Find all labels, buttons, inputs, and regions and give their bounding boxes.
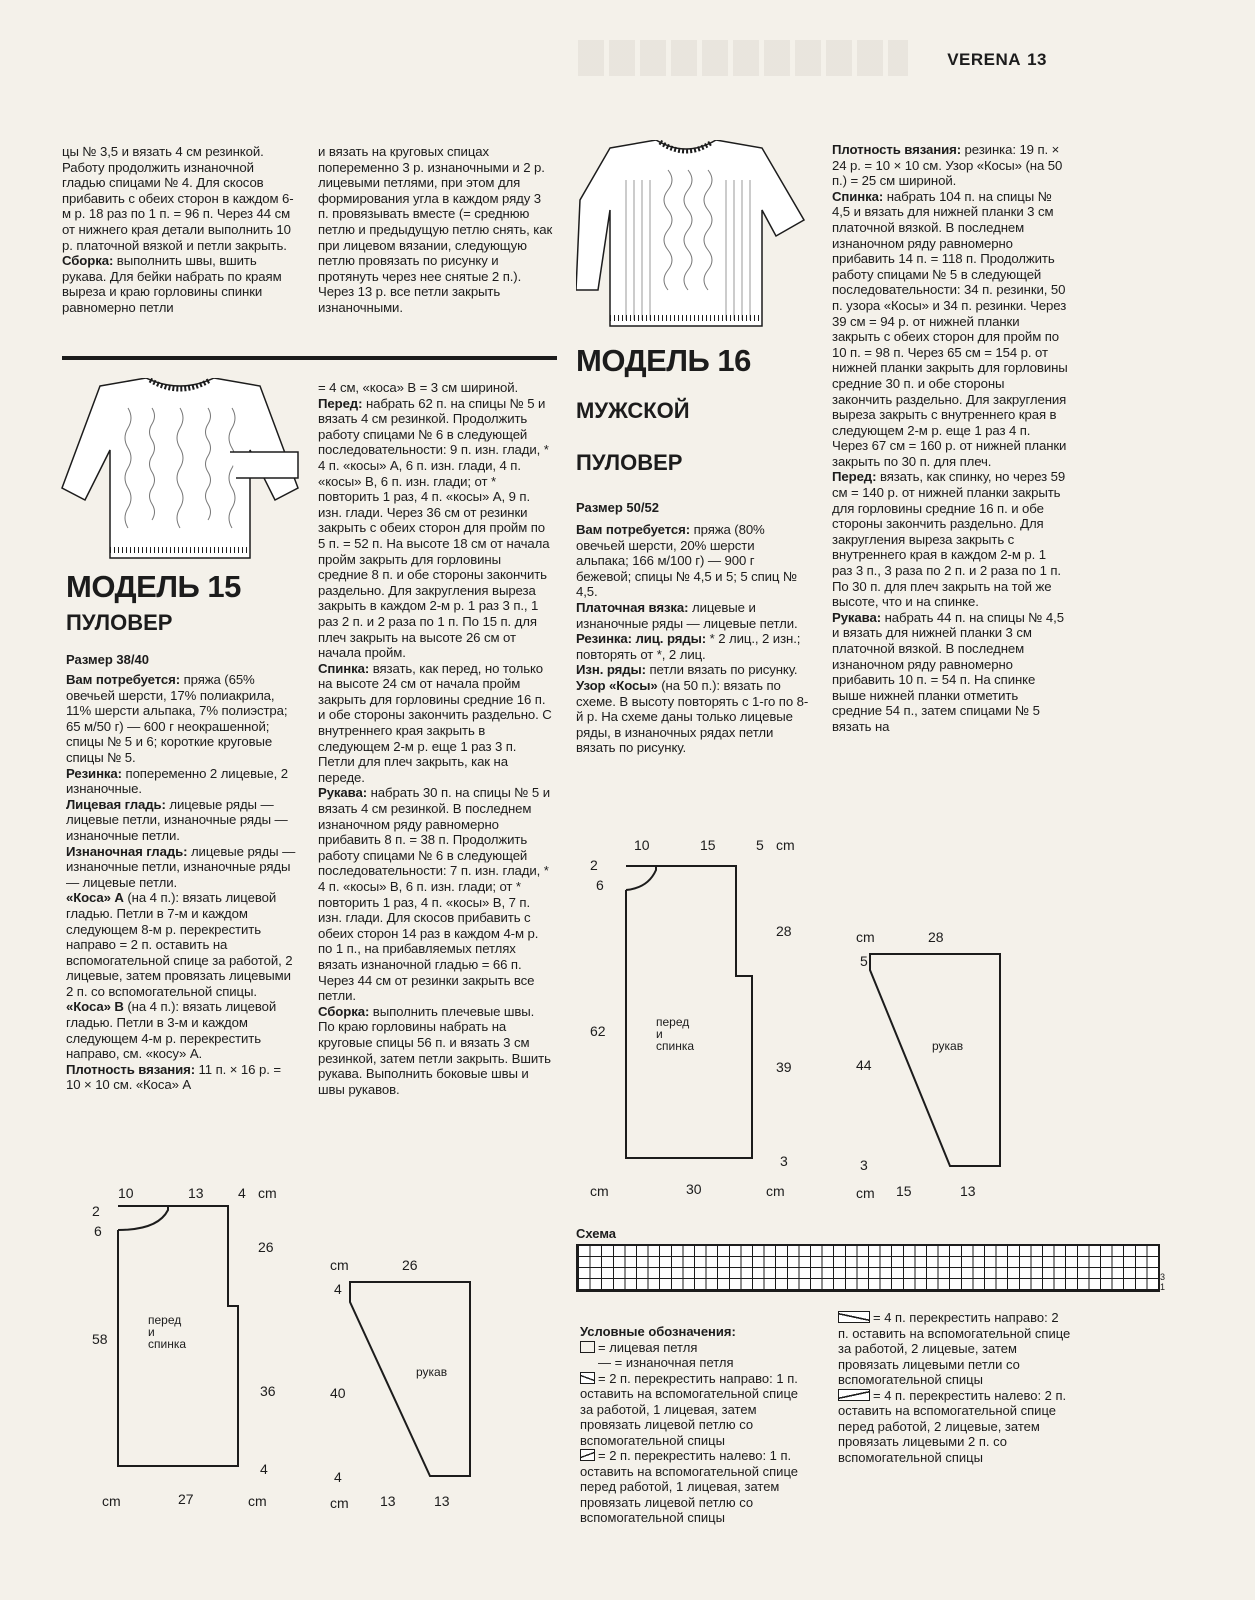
svg-text:спинка: спинка (656, 1039, 695, 1053)
cross-left-4-icon (838, 1389, 870, 1401)
cross-right-4-icon (838, 1311, 870, 1323)
model16-size: Размер 50/52 (576, 500, 659, 515)
model15-sweater-sketch (60, 378, 300, 568)
knitting-chart (576, 1244, 1160, 1292)
svg-text:15: 15 (896, 1183, 912, 1199)
legend-title: Условные обозначения: (580, 1324, 736, 1339)
svg-text:62: 62 (590, 1023, 606, 1039)
section-divider (62, 356, 557, 360)
legend-c2r: = 2 п. перекрестить направо: 1 п. оставить на вспомогательной спице за работой, 1 лицевая, затем провязать лицевой петлю со вспомогательной спицы (580, 1370, 798, 1448)
legend-col1 (580, 1324, 812, 1526)
model16-title: МОДЕЛЬ 16 (576, 343, 751, 378)
svg-text:13: 13 (960, 1183, 976, 1199)
svg-text:cm: cm (248, 1493, 267, 1509)
page-header (947, 50, 1047, 70)
svg-text:40: 40 (330, 1385, 346, 1401)
legend-col2 (838, 1310, 1072, 1465)
svg-text:3: 3 (860, 1157, 868, 1173)
col1-top-text: цы № 3,5 и вязать 4 см резинкой. Работу продолжить изнаночной гладью спицами № 4. Для скосов прибавить с обеих сторон в каждом 6-м р. 18 раз по 1 п. = 96 п. Через 44 см от нижнего края детали выполнить 10 р. платочной вязкой и петли закрыть. Сборка: выполнить швы, вшить рукава. Для бейки набрать по краям выреза и краю горловины спинки равномерно петли (62, 144, 294, 315)
svg-text:15: 15 (700, 837, 716, 853)
model15-col2-text: = 4 см, «коса» В = 3 см шириной. Перед: набрать 62 п. на спицы № 5 и вязать 4 см резинкой. Продолжить работу спицами № 6 в следующей последовательности: 9 п. изн. глади, * 4 п. «косы» А, 6 п. изн. глади, 4 п. «косы» В, 6 п. изн. глади; от * повторить 1 раз, 4 п. «косы» А, 9 п. изн. глади. Через 36 см от резинки закрыть с обеих сторон для пройм по 5 п. = 52 п. На высоте 18 см от начала пройм закрыть для горловины средние 8 п. и обе стороны закончить раздельно. Для закругления выреза закрыть в каждом 2-м р. 1 раз 3 п., 1 раз 2 п. и 2 раза по 1 п. По 15 п. для плеч закрыть на высоте 26 см от начала пройм. Спинка: вязать, как перед, но только на высоте 24 см от начала пройм закрыть для горловины средние 16 п. и обе стороны закончить раздельно. С внутреннего края закрыть в следующем 2-м р. еще 1 раз 3 п. Петли для плеч закрыть, как на переде. Рукава: набрать 30 п. на спицы № 5 и вязать 4 см резинкой. В последнем изнаночном ряду равномерно прибавить 8 п. = 38 п. Продолжить работу спицами № 6 в следующей последовательности: 7 п. изн. глади, * 4 п. «косы» В, 6 п. изн. глади; от * повторить 1 раз, 4 п. «косы» В, 7 п. изн. глади. Для скосов прибавить с обеих сторон 14 раз в каждом 4-м р. по 1 п., на прибавляемых петлях вязать изнаночной гладью = 66 п. Через 44 см от резинки закрыть все петли. Сборка: выполнить плечевые швы. По краю горловины набрать на круговые спицы 56 п. и вязать 3 см резинкой, затем петли закрыть. Вшить рукава. Выполнить боковые швы и швы рукавов. (318, 380, 552, 1097)
svg-text:4: 4 (334, 1281, 342, 1297)
brand-name: VERENA (947, 50, 1022, 69)
svg-text:44: 44 (856, 1057, 872, 1073)
svg-text:13: 13 (188, 1186, 204, 1201)
col2-top-text: и вязать на круговых спицах попеременно 3 р. изнаночными и 2 р. лицевыми петлями, при этом для формирования угла в каждом ряду 3 п. провязывать вместе (= среднюю петлю и предыдущую петлю снять, как при лицевом вязании, следующую петлю провязать по рисунку и протянуть через нее снятые 2 п.). Через 13 р. все петли закрыть изнаночными. (318, 144, 553, 315)
svg-text:5: 5 (860, 953, 868, 969)
svg-text:26: 26 (258, 1239, 274, 1255)
model15-size: Размер 38/40 (66, 652, 149, 667)
legend-c4r: = 4 п. перекрестить направо: 2 п. оставить на вспомогательной спице за работой, 2 лицевые, затем провязать лицевыми петли со вспомогательной спицы (838, 1310, 1071, 1387)
svg-text:рукав: рукав (932, 1039, 964, 1053)
cross-left-2-icon (580, 1449, 595, 1461)
svg-text:cm: cm (856, 930, 875, 945)
model15-kind: ПУЛОВЕР (66, 610, 173, 635)
model16-sleeve-diagram (856, 930, 1026, 1200)
model16-body-diagram (590, 836, 810, 1200)
svg-text:5: 5 (756, 837, 764, 853)
svg-text:36: 36 (260, 1383, 276, 1399)
svg-text:cm: cm (330, 1257, 349, 1273)
svg-text:6: 6 (596, 877, 604, 893)
svg-text:10: 10 (118, 1186, 134, 1201)
legend-c2l: = 2 п. перекрестить налево: 1 п. оставить на вспомогательной спице перед работой, 1 лицевая, затем провязать лицевой петлю со вспомогательной спицы (580, 1448, 798, 1525)
svg-text:перед: перед (148, 1313, 182, 1327)
svg-text:28: 28 (776, 923, 792, 939)
svg-text:перед: перед (656, 1015, 690, 1029)
svg-text:28: 28 (928, 930, 944, 945)
schema-row-numbers: 3 1 (1160, 1272, 1166, 1292)
svg-text:4: 4 (334, 1469, 342, 1485)
svg-text:cm: cm (590, 1183, 609, 1199)
model16-col4-text: Плотность вязания: резинка: 19 п. × 24 р. = 10 × 10 см. Узор «Косы» (на 50 п.) = 25 см шириной. Спинка: набрать 104 п. на спицы № 4,5 и вязать для нижней планки 3 см платочной вязкой. В последнем изнаночном ряду равномерно прибавить 14 п. = 118 п. Продолжить работу спицами № 5 в следующей последовательности: 34 п. резинки, 50 п. узора «Косы» и 34 п. резинки. Через 39 см = 94 р. от нижней планки закрыть с обеих сторон для пройм по 10 п. = 98 п. Через 65 см = 154 р. от нижней планки закрыть для горловины средние 30 п. и обе стороны закончить раздельно. Для закругления выреза закрыть с внутреннего края в следующем 2-м р. еще 1 раз 4 п. Через 67 см = 160 р. от нижней планки закрыть по 30 п. для плеч. Перед: вязать, как спинку, но через 59 см = 140 р. от нижней планки закрыть для горловины средние 16 п. и обе стороны закончить раздельно. Для закругления выреза закрыть с внутреннего края в каждом 2-м р. 1 раз 3 п., 3 раза по 2 п. и 2 раза по 1 п. По 30 п. для плеч закрыть на той же высоте, что и на спинке. Рукава: набрать 44 п. на спицы № 4,5 и вязать для нижней планки 3 см платочной вязкой. В последнем изнаночном ряду равномерно прибавить 10 п. = 54 п. На спинке выше нижней планки отметить средние 54 п., затем спицами № 5 вязать на (832, 142, 1068, 734)
svg-text:и: и (656, 1027, 663, 1041)
svg-text:6: 6 (94, 1223, 102, 1239)
svg-text:39: 39 (776, 1059, 792, 1075)
svg-text:cm: cm (102, 1493, 121, 1509)
faded-title (578, 40, 908, 76)
model16-sweater-sketch (576, 140, 806, 340)
svg-text:26: 26 (402, 1257, 418, 1273)
svg-text:cm: cm (766, 1183, 785, 1199)
model15-col1-text: Вам потребуется: пряжа (65% овечьей шерсти, 17% полиакрила, 11% шерсти альпака, 7% полиэстра; 65 м/50 г) — 600 г неокрашенной; спицы № 5 и 6; короткие круговые спицы № 5. Резинка: попеременно 2 лицевые, 2 изнаночные. Лицевая гладь: лицевые ряды — лицевые петли, изнаночные ряды — изнаночные петли. Изнаночная гладь: лицевые ряды — изнаночные петли, изнаночные ряды — лицевые петли. «Коса» А (на 4 п.): вязать лицевой гладью. Петли в 7-м и каждом следующем 8-м р. перекрестить направо = 2 п. оставить на вспомогательной спице за работой, 2 лицевые, затем провязать лицевыми 2 п. со вспомогательной спицы. «Коса» В (на 4 п.): вязать лицевой гладью. Петли в 3-м и каждом следующем 4-м р. перекрестить направо, см. «косу» А. Плотность вязания: 11 п. × 16 р. = 10 × 10 см. «Коса» А (66, 672, 296, 1093)
model16-kind2: ПУЛОВЕР (576, 450, 683, 475)
svg-text:4: 4 (238, 1186, 246, 1201)
svg-text:cm: cm (330, 1495, 349, 1511)
svg-text:спинка: спинка (148, 1337, 187, 1351)
svg-text:cm: cm (776, 837, 795, 853)
svg-text:10: 10 (634, 837, 650, 853)
schema-label: Схема (576, 1226, 617, 1241)
cross-right-2-icon (580, 1372, 595, 1384)
model16-kind1: МУЖСКОЙ (576, 398, 690, 423)
svg-text:30: 30 (686, 1181, 702, 1197)
svg-text:13: 13 (434, 1493, 450, 1509)
svg-text:27: 27 (178, 1491, 194, 1507)
svg-text:2: 2 (92, 1203, 100, 1219)
model15-sleeve-diagram (330, 1256, 500, 1512)
svg-text:рукав: рукав (416, 1365, 448, 1379)
svg-text:13: 13 (380, 1493, 396, 1509)
svg-text:3: 3 (780, 1153, 788, 1169)
legend-knit: = лицевая петля (580, 1340, 812, 1356)
svg-text:2: 2 (590, 857, 598, 873)
model15-title: МОДЕЛЬ 15 (66, 569, 241, 604)
svg-text:cm: cm (856, 1185, 875, 1200)
page-number: 13 (1027, 50, 1047, 69)
knit-symbol-icon (580, 1341, 595, 1353)
svg-text:и: и (148, 1325, 155, 1339)
svg-text:4: 4 (260, 1461, 268, 1477)
legend-purl: — = изнаночная петля (598, 1355, 734, 1370)
model16-col3-text: Вам потребуется: пряжа (80% овечьей шерсти, 20% шерсти альпака; 166 м/100 г) — 900 г бежевой; спицы № 4,5 и 5; 5 спиц № 4,5. Платочная вязка: лицевые и изнаночные ряды — лицевые петли. Резинка: лиц. ряды: * 2 лиц., 2 изн.; повторять от *, 2 лиц. Изн. ряды: петли вязать по рисунку. Узор «Косы» (на 50 п.): вязать по схеме. В высоту повторять с 1-го по 8-й р. На схеме даны только лицевые ряды, в изнаночных рядах петли вязать по рисунку. (576, 522, 809, 756)
svg-text:cm: cm (258, 1186, 277, 1201)
legend-c4l: = 4 п. перекрестить налево: 2 п. оставить на вспомогательной спице перед работой, 2 лицевые, затем провязать лицевыми 2 п. со вспомогательной спицы (838, 1387, 1067, 1465)
svg-text:58: 58 (92, 1331, 108, 1347)
model15-body-diagram (88, 1186, 298, 1512)
